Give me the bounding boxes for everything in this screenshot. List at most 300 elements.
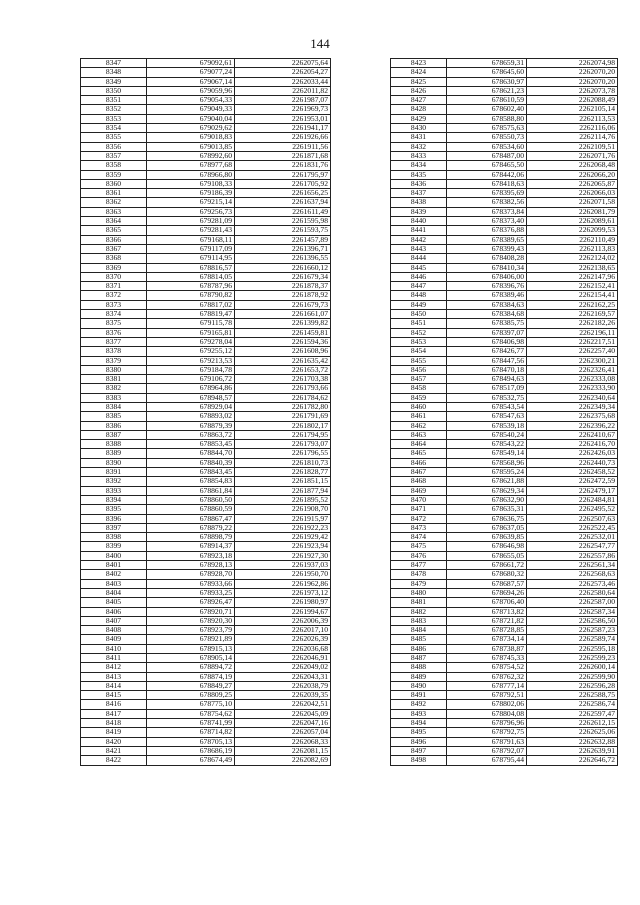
table-row bbox=[391, 282, 618, 291]
y-coordinate-cell: 2261922,23 bbox=[235, 523, 331, 532]
x-coordinate-cell: 678408,28 bbox=[447, 254, 527, 263]
x-coordinate-cell: 678426,77 bbox=[447, 347, 527, 356]
table-row bbox=[81, 142, 331, 151]
y-coordinate-cell: 2262066,03 bbox=[527, 189, 618, 198]
y-coordinate-cell: 2261941,17 bbox=[235, 124, 331, 133]
table-row bbox=[391, 124, 618, 133]
x-coordinate-cell: 678637,05 bbox=[447, 523, 527, 532]
y-coordinate-cell: 2261656,25 bbox=[235, 189, 331, 198]
y-coordinate-cell: 2261871,68 bbox=[235, 151, 331, 160]
x-coordinate-cell: 678674,49 bbox=[147, 756, 235, 765]
x-coordinate-cell: 678621,23 bbox=[447, 86, 527, 95]
x-coordinate-cell: 679256,73 bbox=[147, 207, 235, 216]
x-coordinate-cell: 679054,33 bbox=[147, 96, 235, 105]
y-coordinate-cell: 2262573,46 bbox=[527, 579, 618, 588]
x-coordinate-cell: 678933,66 bbox=[147, 579, 235, 588]
x-coordinate-cell: 679165,81 bbox=[147, 328, 235, 337]
x-coordinate-cell: 678714,82 bbox=[147, 728, 235, 737]
x-coordinate-cell: 678879,39 bbox=[147, 421, 235, 430]
x-coordinate-cell: 678929,04 bbox=[147, 402, 235, 411]
point-number-cell: 8355 bbox=[81, 133, 147, 142]
y-coordinate-cell: 2262568,63 bbox=[527, 570, 618, 579]
x-coordinate-cell: 678860,59 bbox=[147, 505, 235, 514]
table-row bbox=[391, 458, 618, 467]
x-coordinate-cell: 678705,13 bbox=[147, 737, 235, 746]
y-coordinate-cell: 2262597,47 bbox=[527, 709, 618, 718]
point-number-cell: 8352 bbox=[81, 105, 147, 114]
point-number-cell: 8399 bbox=[81, 542, 147, 551]
y-coordinate-cell: 2262410,67 bbox=[527, 430, 618, 439]
x-coordinate-cell: 678632,90 bbox=[447, 495, 527, 504]
point-number-cell: 8474 bbox=[391, 533, 447, 542]
x-coordinate-cell: 678928,70 bbox=[147, 570, 235, 579]
point-number-cell: 8479 bbox=[391, 579, 447, 588]
x-coordinate-cell: 679013,85 bbox=[147, 142, 235, 151]
x-coordinate-cell: 679077,24 bbox=[147, 68, 235, 77]
point-number-cell: 8439 bbox=[391, 207, 447, 216]
table-row bbox=[81, 430, 331, 439]
table-row bbox=[81, 644, 331, 653]
x-coordinate-cell: 678787,96 bbox=[147, 282, 235, 291]
table-row bbox=[391, 421, 618, 430]
table-row bbox=[81, 198, 331, 207]
point-number-cell: 8369 bbox=[81, 263, 147, 272]
point-number-cell: 8485 bbox=[391, 635, 447, 644]
point-number-cell: 8441 bbox=[391, 226, 447, 235]
y-coordinate-cell: 2262599,23 bbox=[527, 654, 618, 663]
table-row bbox=[81, 77, 331, 86]
x-coordinate-cell: 678792,51 bbox=[447, 691, 527, 700]
point-number-cell: 8392 bbox=[81, 477, 147, 486]
point-number-cell: 8495 bbox=[391, 728, 447, 737]
y-coordinate-cell: 2262375,68 bbox=[527, 412, 618, 421]
y-coordinate-cell: 2261796,55 bbox=[235, 449, 331, 458]
y-coordinate-cell: 2262532,01 bbox=[527, 533, 618, 542]
table-row bbox=[391, 384, 618, 393]
x-coordinate-cell: 678795,44 bbox=[447, 756, 527, 765]
page-number: 144 bbox=[310, 36, 330, 51]
table-row bbox=[81, 709, 331, 718]
x-coordinate-cell: 678844,70 bbox=[147, 449, 235, 458]
y-coordinate-cell: 2261973,12 bbox=[235, 588, 331, 597]
table-row bbox=[81, 700, 331, 709]
table-row bbox=[391, 375, 618, 384]
point-number-cell: 8375 bbox=[81, 319, 147, 328]
point-number-cell: 8358 bbox=[81, 161, 147, 170]
x-coordinate-cell: 678745,33 bbox=[447, 654, 527, 663]
y-coordinate-cell: 2261994,67 bbox=[235, 607, 331, 616]
point-number-cell: 8424 bbox=[391, 68, 447, 77]
table-row bbox=[81, 551, 331, 560]
point-number-cell: 8443 bbox=[391, 244, 447, 253]
table-row bbox=[391, 77, 618, 86]
y-coordinate-cell: 2261679,34 bbox=[235, 272, 331, 281]
y-coordinate-cell: 2261793,66 bbox=[235, 384, 331, 393]
x-coordinate-cell: 678610,59 bbox=[447, 96, 527, 105]
x-coordinate-cell: 678659,31 bbox=[447, 59, 527, 68]
point-number-cell: 8482 bbox=[391, 607, 447, 616]
point-number-cell: 8455 bbox=[391, 356, 447, 365]
x-coordinate-cell: 678728,85 bbox=[447, 626, 527, 635]
point-number-cell: 8348 bbox=[81, 68, 147, 77]
table-row bbox=[81, 310, 331, 319]
y-coordinate-cell: 2262082,69 bbox=[235, 756, 331, 765]
table-row bbox=[81, 570, 331, 579]
table-row bbox=[81, 579, 331, 588]
table-row bbox=[81, 412, 331, 421]
point-number-cell: 8376 bbox=[81, 328, 147, 337]
table-row bbox=[81, 254, 331, 263]
x-coordinate-cell: 678694,26 bbox=[447, 588, 527, 597]
y-coordinate-cell: 2261950,70 bbox=[235, 570, 331, 579]
table-row bbox=[81, 561, 331, 570]
table-row bbox=[391, 244, 618, 253]
x-coordinate-cell: 678635,31 bbox=[447, 505, 527, 514]
y-coordinate-cell: 2261927,30 bbox=[235, 551, 331, 560]
point-number-cell: 8381 bbox=[81, 375, 147, 384]
point-number-cell: 8457 bbox=[391, 375, 447, 384]
table-row bbox=[391, 579, 618, 588]
y-coordinate-cell: 2262440,73 bbox=[527, 458, 618, 467]
y-coordinate-cell: 2262006,39 bbox=[235, 616, 331, 625]
point-number-cell: 8350 bbox=[81, 86, 147, 95]
point-number-cell: 8406 bbox=[81, 607, 147, 616]
table-row bbox=[391, 616, 618, 625]
point-number-cell: 8408 bbox=[81, 626, 147, 635]
y-coordinate-cell: 2261878,92 bbox=[235, 291, 331, 300]
point-number-cell: 8487 bbox=[391, 654, 447, 663]
x-coordinate-cell: 678629,34 bbox=[447, 486, 527, 495]
point-number-cell: 8394 bbox=[81, 495, 147, 504]
x-coordinate-cell: 678966,80 bbox=[147, 170, 235, 179]
x-coordinate-cell: 678849,27 bbox=[147, 681, 235, 690]
point-number-cell: 8370 bbox=[81, 272, 147, 281]
x-coordinate-cell: 678914,37 bbox=[147, 542, 235, 551]
point-number-cell: 8372 bbox=[81, 291, 147, 300]
x-coordinate-cell: 678977,68 bbox=[147, 161, 235, 170]
table-row bbox=[81, 124, 331, 133]
table-row bbox=[391, 96, 618, 105]
point-number-cell: 8396 bbox=[81, 514, 147, 523]
table-row bbox=[81, 514, 331, 523]
point-number-cell: 8464 bbox=[391, 440, 447, 449]
y-coordinate-cell: 2262587,00 bbox=[527, 598, 618, 607]
table-row bbox=[391, 440, 618, 449]
x-coordinate-cell: 679059,96 bbox=[147, 86, 235, 95]
table-row bbox=[81, 133, 331, 142]
y-coordinate-cell: 2261877,94 bbox=[235, 486, 331, 495]
y-coordinate-cell: 2262068,33 bbox=[235, 737, 331, 746]
coordinates-table-left bbox=[80, 58, 331, 766]
table-row bbox=[81, 607, 331, 616]
x-coordinate-cell: 679067,14 bbox=[147, 77, 235, 86]
x-coordinate-cell: 678819,47 bbox=[147, 310, 235, 319]
x-coordinate-cell: 678442,06 bbox=[447, 170, 527, 179]
y-coordinate-cell: 2261795,97 bbox=[235, 170, 331, 179]
point-number-cell: 8484 bbox=[391, 626, 447, 635]
x-coordinate-cell: 678861,84 bbox=[147, 486, 235, 495]
point-number-cell: 8491 bbox=[391, 691, 447, 700]
y-coordinate-cell: 2261908,70 bbox=[235, 505, 331, 514]
y-coordinate-cell: 2261679,73 bbox=[235, 300, 331, 309]
x-coordinate-cell: 678487,00 bbox=[447, 151, 527, 160]
x-coordinate-cell: 678734,14 bbox=[447, 635, 527, 644]
x-coordinate-cell: 678809,25 bbox=[147, 691, 235, 700]
x-coordinate-cell: 679186,39 bbox=[147, 189, 235, 198]
table-row bbox=[81, 375, 331, 384]
point-number-cell: 8356 bbox=[81, 142, 147, 151]
x-coordinate-cell: 678923,79 bbox=[147, 626, 235, 635]
y-coordinate-cell: 2262587,23 bbox=[527, 626, 618, 635]
table-row bbox=[391, 226, 618, 235]
point-number-cell: 8395 bbox=[81, 505, 147, 514]
point-number-cell: 8435 bbox=[391, 170, 447, 179]
x-coordinate-cell: 678754,62 bbox=[147, 709, 235, 718]
y-coordinate-cell: 2262588,75 bbox=[527, 691, 618, 700]
point-number-cell: 8411 bbox=[81, 654, 147, 663]
x-coordinate-cell: 679018,83 bbox=[147, 133, 235, 142]
table-row bbox=[391, 654, 618, 663]
x-coordinate-cell: 678447,56 bbox=[447, 356, 527, 365]
point-number-cell: 8418 bbox=[81, 719, 147, 728]
x-coordinate-cell: 678568,96 bbox=[447, 458, 527, 467]
x-coordinate-cell: 679184,78 bbox=[147, 365, 235, 374]
x-coordinate-cell: 678894,72 bbox=[147, 663, 235, 672]
table-row bbox=[391, 402, 618, 411]
point-number-cell: 8364 bbox=[81, 217, 147, 226]
point-number-cell: 8452 bbox=[391, 328, 447, 337]
table-row bbox=[81, 328, 331, 337]
table-row bbox=[391, 170, 618, 179]
y-coordinate-cell: 2261594,36 bbox=[235, 337, 331, 346]
point-number-cell: 8385 bbox=[81, 412, 147, 421]
x-coordinate-cell: 678588,80 bbox=[447, 114, 527, 123]
x-coordinate-cell: 678389,46 bbox=[447, 291, 527, 300]
table-row bbox=[391, 412, 618, 421]
point-number-cell: 8450 bbox=[391, 310, 447, 319]
point-number-cell: 8422 bbox=[81, 756, 147, 765]
y-coordinate-cell: 2262036,68 bbox=[235, 644, 331, 653]
y-coordinate-cell: 2261828,77 bbox=[235, 468, 331, 477]
x-coordinate-cell: 679029,62 bbox=[147, 124, 235, 133]
x-coordinate-cell: 679040,04 bbox=[147, 114, 235, 123]
table-row bbox=[81, 347, 331, 356]
point-number-cell: 8446 bbox=[391, 272, 447, 281]
y-coordinate-cell: 2261782,80 bbox=[235, 402, 331, 411]
y-coordinate-cell: 2262038,79 bbox=[235, 681, 331, 690]
y-coordinate-cell: 2262484,81 bbox=[527, 495, 618, 504]
x-coordinate-cell: 678762,32 bbox=[447, 672, 527, 681]
table-row bbox=[81, 189, 331, 198]
y-coordinate-cell: 2262217,51 bbox=[527, 337, 618, 346]
point-number-cell: 8347 bbox=[81, 59, 147, 68]
table-row bbox=[391, 728, 618, 737]
table-row bbox=[391, 691, 618, 700]
y-coordinate-cell: 2262070,20 bbox=[527, 77, 618, 86]
y-coordinate-cell: 2262169,57 bbox=[527, 310, 618, 319]
x-coordinate-cell: 678860,50 bbox=[147, 495, 235, 504]
table-row bbox=[81, 440, 331, 449]
y-coordinate-cell: 2262113,83 bbox=[527, 244, 618, 253]
y-coordinate-cell: 2262495,52 bbox=[527, 505, 618, 514]
point-number-cell: 8371 bbox=[81, 282, 147, 291]
y-coordinate-cell: 2261705,92 bbox=[235, 179, 331, 188]
table-row bbox=[391, 477, 618, 486]
x-coordinate-cell: 679278,04 bbox=[147, 337, 235, 346]
table-row bbox=[81, 654, 331, 663]
point-number-cell: 8461 bbox=[391, 412, 447, 421]
y-coordinate-cell: 2262152,41 bbox=[527, 282, 618, 291]
x-coordinate-cell: 679049,33 bbox=[147, 105, 235, 114]
y-coordinate-cell: 2261926,66 bbox=[235, 133, 331, 142]
y-coordinate-cell: 2262011,82 bbox=[235, 86, 331, 95]
table-row bbox=[391, 235, 618, 244]
table-row bbox=[391, 672, 618, 681]
y-coordinate-cell: 2262057,04 bbox=[235, 728, 331, 737]
point-number-cell: 8407 bbox=[81, 616, 147, 625]
y-coordinate-cell: 2262580,64 bbox=[527, 588, 618, 597]
x-coordinate-cell: 678933,25 bbox=[147, 588, 235, 597]
point-number-cell: 8444 bbox=[391, 254, 447, 263]
point-number-cell: 8442 bbox=[391, 235, 447, 244]
table-row bbox=[391, 217, 618, 226]
y-coordinate-cell: 2261962,86 bbox=[235, 579, 331, 588]
y-coordinate-cell: 2261980,97 bbox=[235, 598, 331, 607]
x-coordinate-cell: 678777,14 bbox=[447, 681, 527, 690]
y-coordinate-cell: 2262110,49 bbox=[527, 235, 618, 244]
point-number-cell: 8451 bbox=[391, 319, 447, 328]
point-number-cell: 8467 bbox=[391, 468, 447, 477]
point-number-cell: 8477 bbox=[391, 561, 447, 570]
table-row bbox=[391, 207, 618, 216]
x-coordinate-cell: 678646,98 bbox=[447, 542, 527, 551]
x-coordinate-cell: 678706,40 bbox=[447, 598, 527, 607]
table-row bbox=[81, 179, 331, 188]
table-row bbox=[81, 170, 331, 179]
y-coordinate-cell: 2262333,08 bbox=[527, 375, 618, 384]
table-row bbox=[391, 68, 618, 77]
x-coordinate-cell: 678389,65 bbox=[447, 235, 527, 244]
x-coordinate-cell: 678920,71 bbox=[147, 607, 235, 616]
point-number-cell: 8423 bbox=[391, 59, 447, 68]
y-coordinate-cell: 2262046,91 bbox=[235, 654, 331, 663]
table-row bbox=[391, 114, 618, 123]
table-row bbox=[81, 300, 331, 309]
point-number-cell: 8428 bbox=[391, 105, 447, 114]
point-number-cell: 8448 bbox=[391, 291, 447, 300]
point-number-cell: 8349 bbox=[81, 77, 147, 86]
table-row bbox=[81, 533, 331, 542]
table-row bbox=[391, 756, 618, 765]
table-row bbox=[81, 635, 331, 644]
x-coordinate-cell: 678948,57 bbox=[147, 393, 235, 402]
point-number-cell: 8458 bbox=[391, 384, 447, 393]
point-number-cell: 8433 bbox=[391, 151, 447, 160]
point-number-cell: 8378 bbox=[81, 347, 147, 356]
table-row bbox=[391, 681, 618, 690]
x-coordinate-cell: 678863,72 bbox=[147, 430, 235, 439]
table-row bbox=[81, 681, 331, 690]
table-row bbox=[81, 282, 331, 291]
x-coordinate-cell: 678791,63 bbox=[447, 737, 527, 746]
x-coordinate-cell: 678915,13 bbox=[147, 644, 235, 653]
table-row bbox=[81, 495, 331, 504]
table-row bbox=[81, 263, 331, 272]
y-coordinate-cell: 2262595,18 bbox=[527, 644, 618, 653]
y-coordinate-cell: 2262065,87 bbox=[527, 179, 618, 188]
y-coordinate-cell: 2262033,44 bbox=[235, 77, 331, 86]
table-row bbox=[391, 663, 618, 672]
point-number-cell: 8425 bbox=[391, 77, 447, 86]
y-coordinate-cell: 2261923,94 bbox=[235, 542, 331, 551]
x-coordinate-cell: 678874,19 bbox=[147, 672, 235, 681]
x-coordinate-cell: 679281,09 bbox=[147, 217, 235, 226]
table-row bbox=[391, 746, 618, 755]
x-coordinate-cell: 678893,02 bbox=[147, 412, 235, 421]
table-row bbox=[391, 161, 618, 170]
point-number-cell: 8367 bbox=[81, 244, 147, 253]
y-coordinate-cell: 2262147,96 bbox=[527, 272, 618, 281]
y-coordinate-cell: 2262071,58 bbox=[527, 198, 618, 207]
x-coordinate-cell: 678639,85 bbox=[447, 533, 527, 542]
y-coordinate-cell: 2262043,31 bbox=[235, 672, 331, 681]
x-coordinate-cell: 678395,69 bbox=[447, 189, 527, 198]
x-coordinate-cell: 678738,87 bbox=[447, 644, 527, 653]
x-coordinate-cell: 678816,57 bbox=[147, 263, 235, 272]
point-number-cell: 8373 bbox=[81, 300, 147, 309]
x-coordinate-cell: 678843,45 bbox=[147, 468, 235, 477]
x-coordinate-cell: 678373,40 bbox=[447, 217, 527, 226]
point-number-cell: 8476 bbox=[391, 551, 447, 560]
x-coordinate-cell: 679117,09 bbox=[147, 244, 235, 253]
y-coordinate-cell: 2262054,27 bbox=[235, 68, 331, 77]
y-coordinate-cell: 2262081,79 bbox=[527, 207, 618, 216]
y-coordinate-cell: 2262074,98 bbox=[527, 59, 618, 68]
y-coordinate-cell: 2262632,88 bbox=[527, 737, 618, 746]
point-number-cell: 8393 bbox=[81, 486, 147, 495]
x-coordinate-cell: 678721,82 bbox=[447, 616, 527, 625]
y-coordinate-cell: 2262124,02 bbox=[527, 254, 618, 263]
y-coordinate-cell: 2261937,03 bbox=[235, 561, 331, 570]
point-number-cell: 8363 bbox=[81, 207, 147, 216]
point-number-cell: 8398 bbox=[81, 533, 147, 542]
point-number-cell: 8419 bbox=[81, 728, 147, 737]
point-number-cell: 8362 bbox=[81, 198, 147, 207]
x-coordinate-cell: 678920,30 bbox=[147, 616, 235, 625]
y-coordinate-cell: 2262561,34 bbox=[527, 561, 618, 570]
y-coordinate-cell: 2262196,11 bbox=[527, 328, 618, 337]
point-number-cell: 8481 bbox=[391, 598, 447, 607]
point-number-cell: 8456 bbox=[391, 365, 447, 374]
x-coordinate-cell: 679106,72 bbox=[147, 375, 235, 384]
y-coordinate-cell: 2261915,97 bbox=[235, 514, 331, 523]
point-number-cell: 8413 bbox=[81, 672, 147, 681]
point-number-cell: 8414 bbox=[81, 681, 147, 690]
x-coordinate-cell: 678802,06 bbox=[447, 700, 527, 709]
x-coordinate-cell: 678840,39 bbox=[147, 458, 235, 467]
x-coordinate-cell: 678796,96 bbox=[447, 719, 527, 728]
y-coordinate-cell: 2262586,74 bbox=[527, 700, 618, 709]
table-row bbox=[391, 700, 618, 709]
y-coordinate-cell: 2262639,91 bbox=[527, 746, 618, 755]
y-coordinate-cell: 2262416,70 bbox=[527, 440, 618, 449]
x-coordinate-cell: 678686,19 bbox=[147, 746, 235, 755]
x-coordinate-cell: 679281,43 bbox=[147, 226, 235, 235]
table-row bbox=[81, 384, 331, 393]
y-coordinate-cell: 2262587,34 bbox=[527, 607, 618, 616]
x-coordinate-cell: 678575,63 bbox=[447, 124, 527, 133]
y-coordinate-cell: 2261459,81 bbox=[235, 328, 331, 337]
